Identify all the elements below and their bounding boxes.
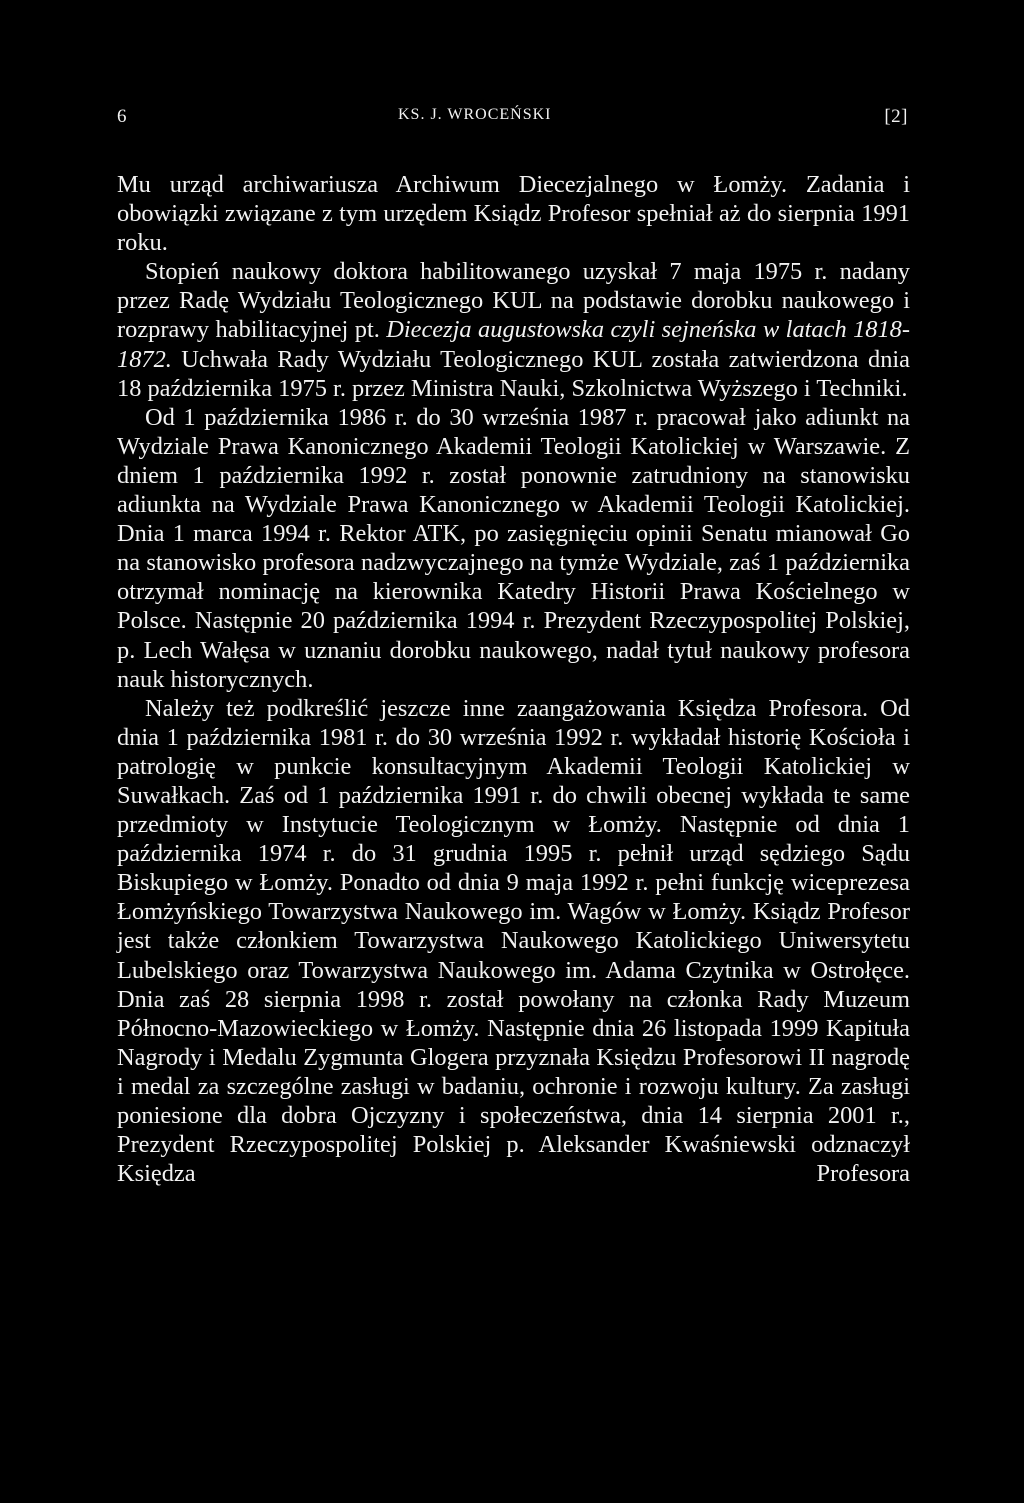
paragraph-habilitation	[117, 257, 910, 402]
page-number: 6	[117, 106, 127, 127]
paragraph-habilitation-before: Stopień naukowy doktora habilitowanego uzyskał 7 maja 1975 r. nadany przez Radę Wydziału Teologicznego KUL na podstawie dorobku naukowego i rozprawy habilitacyjnej pt.	[117, 258, 910, 344]
paragraph-engagements: Należy też podkreślić jeszcze inne zaangażowania Księdza Profesora. Od dnia 1 października 1981 r. do 30 września 1992 r. wykładał historię Kościoła i patrologię w punkcie konsultacyjnym Akademii Teologii Katolickiej w Suwałkach. Zaś od 1 października 1991 r. do chwili obecnej wykłada te same przedmioty w Instytucie Teologicznym w Łomży. Następnie od dnia 1 października 1974 r. do 31 grudnia 1995 r. pełnił urząd sędziego Sądu Biskupiego w Łomży. Ponadto od dnia 9 maja 1992 r. pełni funkcję wiceprezesa Łomżyńskiego Towarzystwa Naukowego im. Wagów w Łomży. Ksiądz Profesor jest także członkiem Towarzystwa Naukowego Katolickiego Uniwersytetu Lubelskiego oraz Towarzystwa Naukowego im. Adama Czytnika w Ostrołęce. Dnia zaś 28 sierpnia 1998 r. został powołany na członka Rady Muzeum Północno-Mazowieckiego w Łomży. Następnie dnia 26 listopada 1999 Kapituła Nagrody i Medalu Zygmunta Glogera przyznała Księdzu Profesorowi II nagrodę i medal za szczególne zasługi w badaniu, ochronie i rozwoju kultury. Za zasługi poniesione dla dobra Ojczyzny i społeczeństwa, dnia 14 sierpnia 2001 r., Prezydent Rzeczypospolitej Polskiej p. Aleksander Kwaśniewski odznaczył Księdza Profesora	[117, 694, 910, 1188]
paragraph-habilitation-after: Uchwała Rady Wydziału Teologicznego KUL została zatwierdzona dnia 18 października 1975 r. przez Ministra Nauki, Szkolnictwa Wyższego i Techniki.	[117, 345, 910, 402]
book-page	[117, 96, 910, 1188]
running-head	[117, 96, 910, 130]
section-number: [2]	[884, 106, 908, 127]
body-text	[117, 170, 910, 1188]
paragraph-archivist: Mu urząd archiwariusza Archiwum Diecezjalnego w Łomży. Zadania i obowiązki związane z tym urzędem Ksiądz Profesor spełniał aż do sierpnia 1991 roku.	[117, 171, 910, 257]
dissertation-title: Diecezja augustowska czyli sejneńska w latach 1818-1872.	[117, 316, 910, 373]
running-head-author: KS. J. WROCEŃSKI	[398, 106, 552, 123]
paragraph-career: Od 1 października 1986 r. do 30 września 1987 r. pracował jako adiunkt na Wydziale Prawa Kanonicznego Akademii Teologii Katolickiej w Warszawie. Z dniem 1 października 1992 r. został ponownie zatrudniony na stanowisku adiunkta na Wydziale Prawa Kanonicznego w Akademii Teologii Katolickiej. Dnia 1 marca 1994 r. Rektor ATK, po zasięgnięciu opinii Senatu mianował Go na stanowisko profesora nadzwyczajnego na tymże Wydziale, zaś 1 października otrzymał nominację na kierownika Katedry Historii Prawa Kościelnego w Polsce. Następnie 20 października 1994 r. Prezydent Rzeczypospolitej Polskiej, p. Lech Wałęsa w uznaniu dorobku naukowego, nadał tytuł naukowy profesora nauk historycznych.	[117, 403, 910, 693]
